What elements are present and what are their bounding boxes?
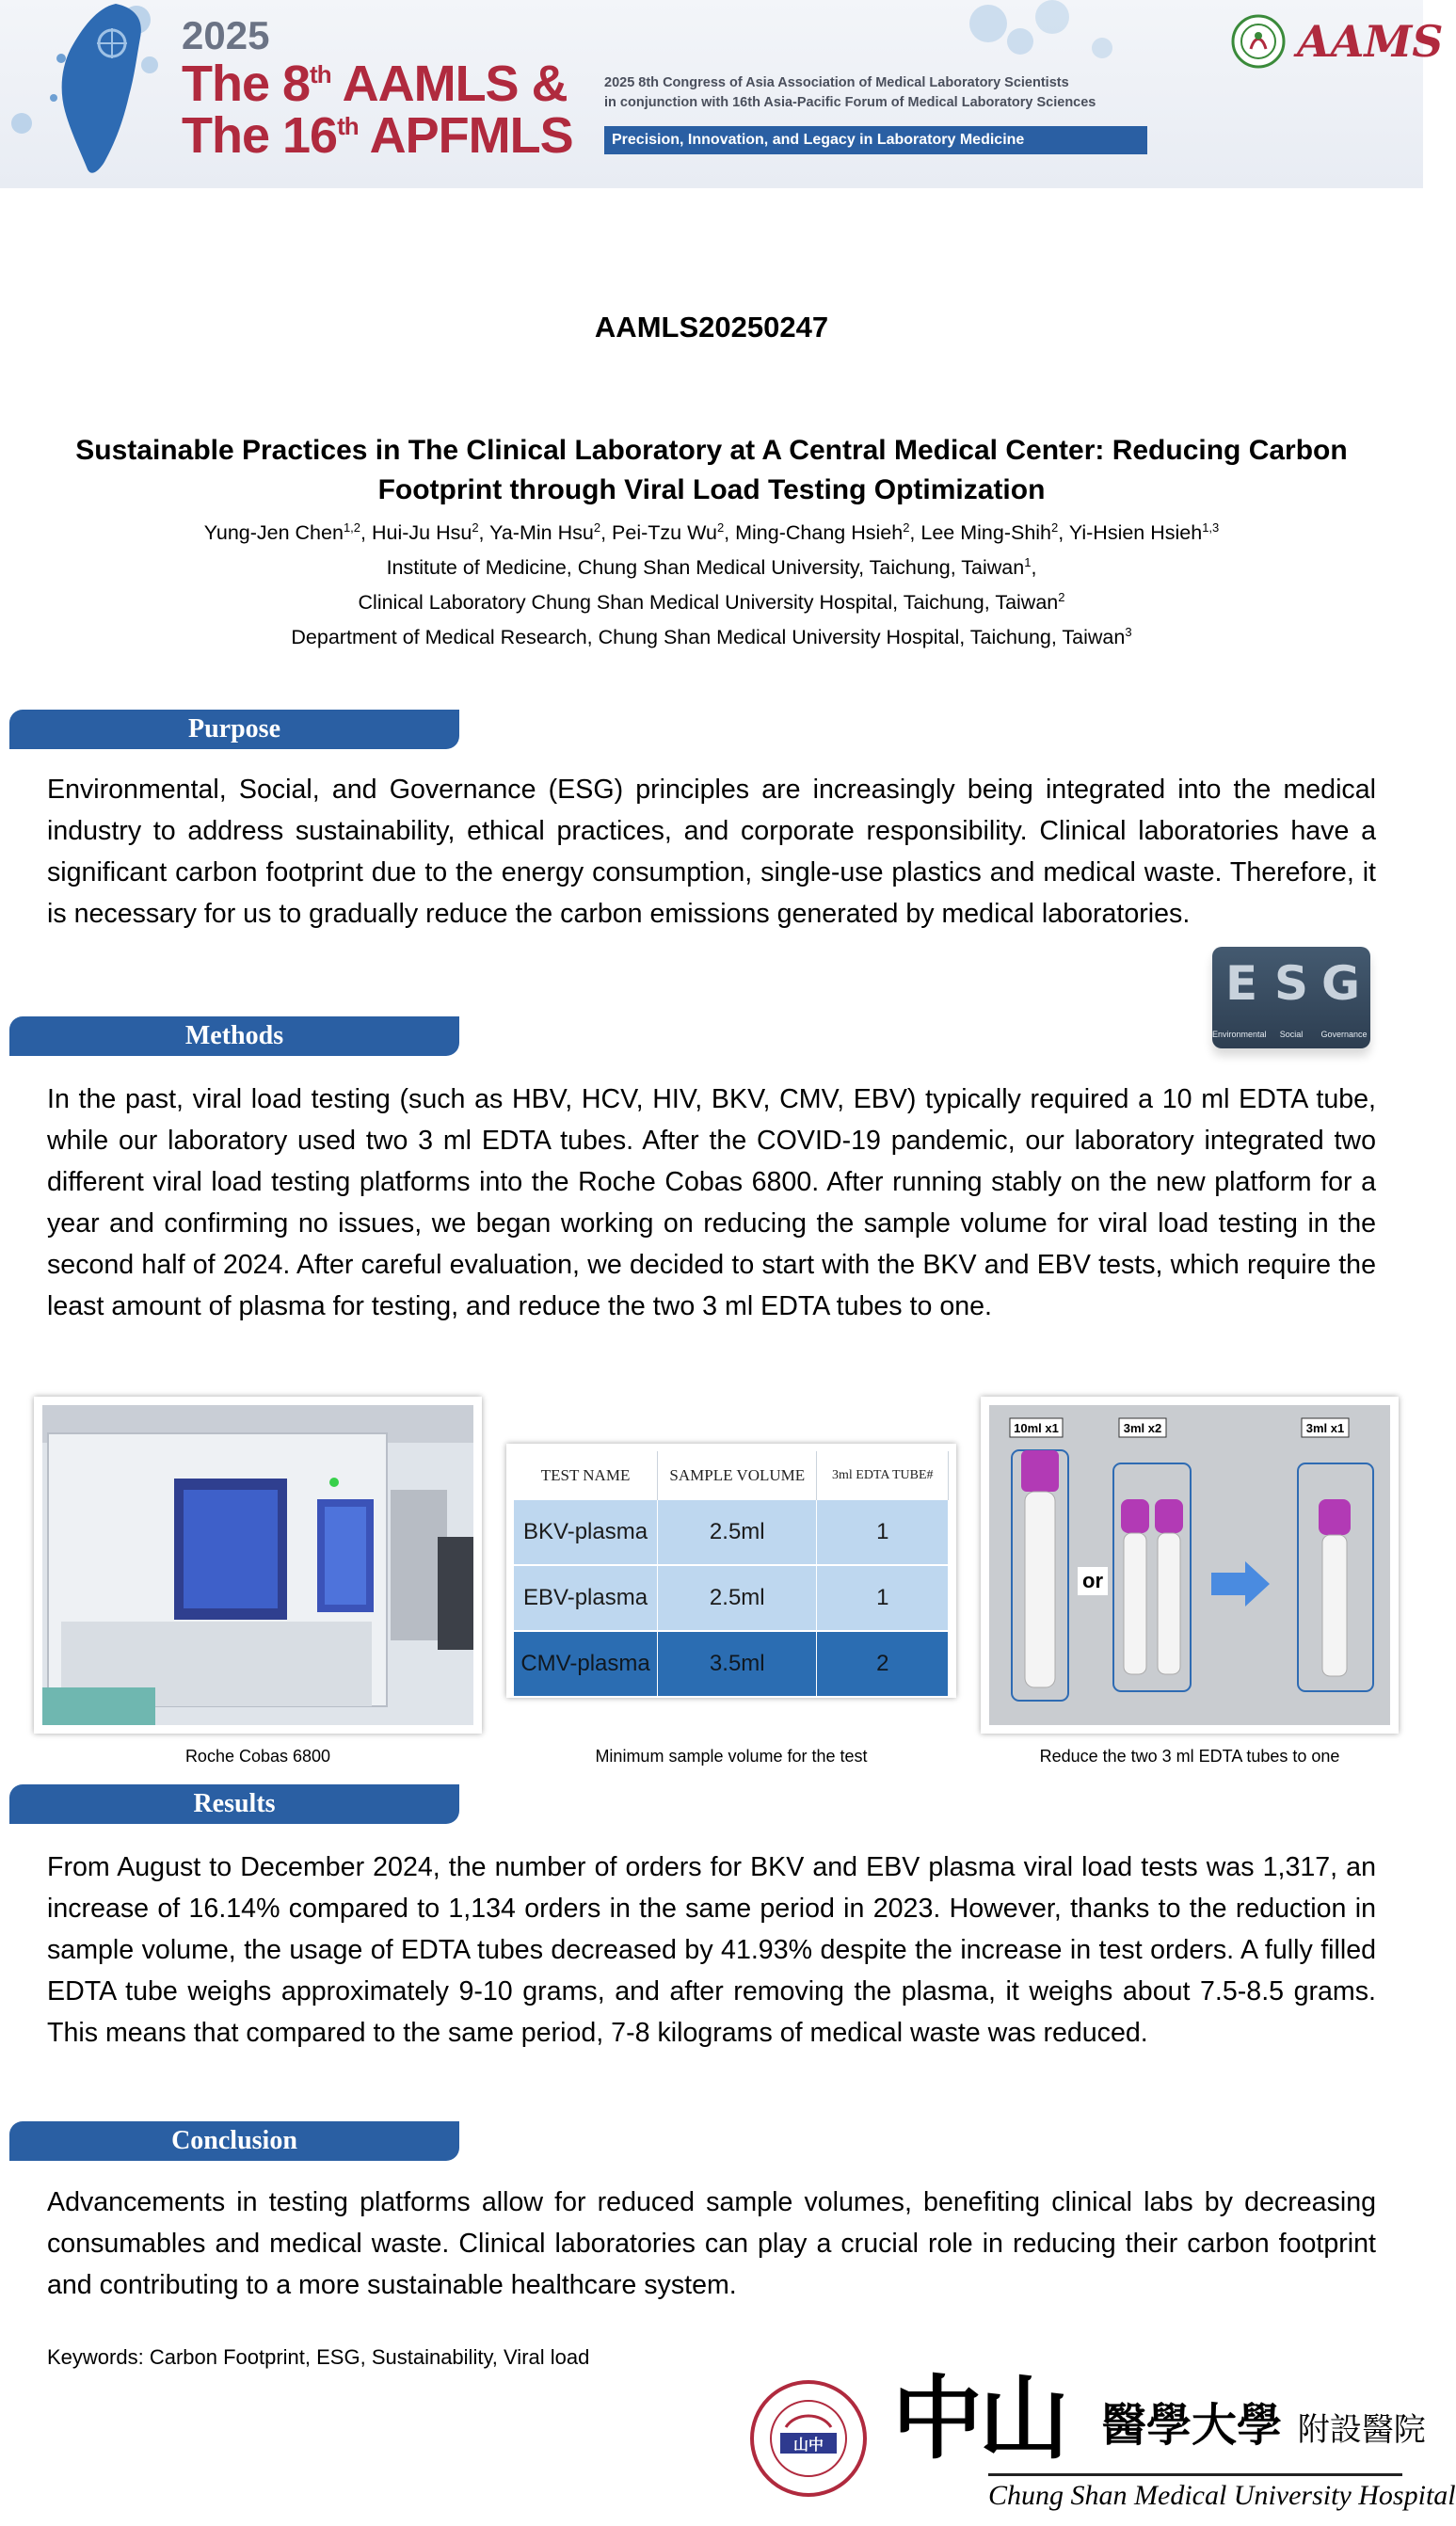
sample-volume-table-frame — [506, 1444, 956, 1698]
author-name: Ming-Chang Hsieh$^2$ — [735, 520, 910, 545]
banner-title-line1: The 8th AAMLS & — [182, 56, 568, 112]
table-cell: BKV-plasma — [514, 1500, 658, 1565]
table-header-row — [514, 1451, 949, 1500]
esg-word-governance: Governance — [1320, 1030, 1368, 1039]
edta-tubes-image — [989, 1405, 1390, 1725]
aams-logo: AAMS — [1297, 16, 1444, 67]
table-cell: 2.5ml — [658, 1500, 817, 1565]
banner-year: 2025 — [182, 13, 270, 57]
csmu-english-name: Chung Shan Medical University Hospital — [988, 2473, 1402, 2512]
edta-tubes-photo-frame — [981, 1397, 1399, 1734]
section-header-methods: Methods — [9, 1016, 459, 1056]
table-row — [514, 1500, 949, 1565]
table-cell: 1 — [817, 1500, 949, 1565]
table-cell: CMV-plasma — [514, 1631, 658, 1697]
title-line-2: Footprint through Viral Load Testing Optimization — [377, 474, 1046, 505]
esg-letter-e: E — [1225, 956, 1258, 1011]
banner-subtitle-1: 2025 8th Congress of Asia Association of Medical Laboratory Scientists — [604, 75, 1069, 90]
table-header-test-name: TEST NAME — [514, 1451, 658, 1500]
table-cell: 2.5ml — [658, 1565, 817, 1631]
csmu-chinese-name-large: 中山 — [892, 2365, 1065, 2471]
table-header-sample-volume: SAMPLE VOLUME — [658, 1451, 817, 1500]
banner-title-line2: The 16th APFMLS — [182, 107, 573, 164]
affiliation-line: Institute of Medicine, Chung Shan Medical University, Taichung, Taiwan$^1$, — [386, 555, 1037, 580]
poster-title — [38, 431, 1385, 510]
caption-table: Minimum sample volume for the test — [595, 1747, 868, 1766]
table-cell: 2 — [817, 1631, 949, 1697]
author-list: Yung-Jen Chen$^{1,2}$, Hui-Ju Hsu$^2$, Ya-Min Hsu$^2$, Pei-Tzu Wu$^2$, Ming-Chang Hsieh$^2$, Lee Ming-Shih$^2$, Yi-Hsien Hsieh$^{1,3}$ — [203, 520, 1220, 545]
title-line-1: Sustainable Practices in The Clinical Laboratory at A Central Medical Center: Reducing Carbon — [75, 435, 1348, 466]
section-header-purpose: Purpose — [9, 710, 459, 749]
abstract-code: AAMLS20250247 — [594, 311, 829, 344]
banner-subtitle-2: in conjunction with 16th Asia-Pacific Forum of Medical Laboratory Sciences — [604, 95, 1096, 110]
esg-letter-g: G — [1321, 956, 1361, 1011]
caption-tubes: Reduce the two 3 ml EDTA tubes to one — [1039, 1747, 1340, 1766]
table-cell: 3.5ml — [658, 1631, 817, 1697]
conclusion-text: Advancements in testing platforms allow for reduced sample volumes, benefiting clinical labs by decreasing consumables and medical waste. Clinical laboratories can play a crucial role in reducing their carbon footprint and contributing to a more sustainable healthcare system. — [47, 2187, 1376, 2300]
author-name: Ya-Min Hsu$^2$ — [489, 520, 601, 545]
csmu-hospital-seal-icon — [748, 2378, 869, 2499]
results-text: From August to December 2024, the number of orders for BKV and EBV plasma viral load tests was 1,317, an increase of 16.14% compared to 1,134 orders in the same period in 2023. However, thanks to the reduction in sample volume, the usage of EDTA tubes decreased by 41.93% despite the increase in test orders. A fully filled EDTA tube weighs approximately 9-10 grams, and after removing the plasma, it weighs about 7.5-8.5 grams. This means that compared to the same period, 7-8 kilograms of medical waste was reduced. — [47, 1852, 1376, 2048]
author-block — [0, 513, 1423, 653]
esg-word-social: Social — [1279, 1030, 1304, 1039]
association-logo-icon — [1230, 13, 1287, 70]
author-name: Hui-Ju Hsu$^2$ — [371, 520, 479, 545]
conference-banner — [0, 0, 1444, 188]
author-name: Yung-Jen Chen$^{1,2}$ — [203, 520, 361, 545]
table-cell: 1 — [817, 1565, 949, 1631]
roche-cobas-machine-image — [42, 1405, 473, 1725]
affiliation-line: Department of Medical Research, Chung Shan Medical University Hospital, Taichung, Taiwan$^3$ — [291, 625, 1132, 649]
tube-label-3ml-x1: 3ml x1 — [1305, 1421, 1345, 1435]
section-header-results: Results — [9, 1784, 459, 1824]
sample-volume-table — [514, 1451, 949, 1698]
esg-word-environmental: Environmental — [1212, 1030, 1267, 1039]
tube-label-3ml-x2: 3ml x2 — [1123, 1421, 1162, 1435]
caption-machine: Roche Cobas 6800 — [184, 1747, 331, 1766]
author-name: Lee Ming-Shih$^2$ — [920, 520, 1059, 545]
esg-letter-s: S — [1274, 956, 1309, 1011]
author-name: Pei-Tzu Wu$^2$ — [612, 520, 725, 545]
table-row — [514, 1631, 949, 1697]
table-row — [514, 1565, 949, 1631]
affiliation-list — [0, 548, 1423, 652]
table-header-tube-count: 3ml EDTA TUBE# — [817, 1451, 949, 1500]
affiliation-line: Clinical Laboratory Chung Shan Medical University Hospital, Taichung, Taiwan$^2$ — [358, 590, 1065, 615]
taiwan-map-icon — [42, 0, 165, 179]
methods-text: In the past, viral load testing (such as HBV, HCV, HIV, BKV, CMV, EBV) typically required a 10 ml EDTA tube, while our laboratory used two 3 ml EDTA tubes. After the COVID-19 pandemic, our laboratory integrated two different viral load testing platforms into the Roche Cobas 6800. After running stably on the new platform for a year and confirming no issues, we began working on reducing the sample volume for viral load testing in the second half of 2024. After careful evaluation, we decided to start with the BKV and EBV tests, which require the least amount of plasma for testing, and reduce the two 3 ml EDTA tubes to one. — [47, 1084, 1376, 1321]
csmu-chinese-name: 醫學大學 附設醫院 — [1101, 2399, 1426, 2452]
author-name: Yi-Hsien Hsieh$^{1,3}$ — [1068, 520, 1220, 545]
banner-slogan: Precision, Innovation, and Legacy in Laboratory Medicine — [604, 126, 1147, 154]
roche-cobas-photo-frame — [34, 1397, 482, 1734]
or-label: or — [1082, 1569, 1103, 1592]
section-header-conclusion: Conclusion — [9, 2121, 459, 2161]
tube-label-10ml: 10ml x1 — [1014, 1421, 1059, 1435]
svg-text:山中: 山中 — [792, 2436, 824, 2454]
purpose-text: Environmental, Social, and Governance (ESG) principles are increasingly being integrated into the medical industry to address sustainability, ethical practices, and corporate responsibility. Clinical laboratories have a significant carbon footprint due to the energy consumption, single-use plastics and medical waste. Therefore, it is necessary for us to gradually reduce the carbon emissions generated by medical laboratories. — [47, 775, 1376, 929]
keywords: Keywords: Carbon Footprint, ESG, Sustainability, Viral load — [47, 2345, 590, 2369]
table-cell: EBV-plasma — [514, 1565, 658, 1631]
esg-tile — [1212, 947, 1370, 1048]
